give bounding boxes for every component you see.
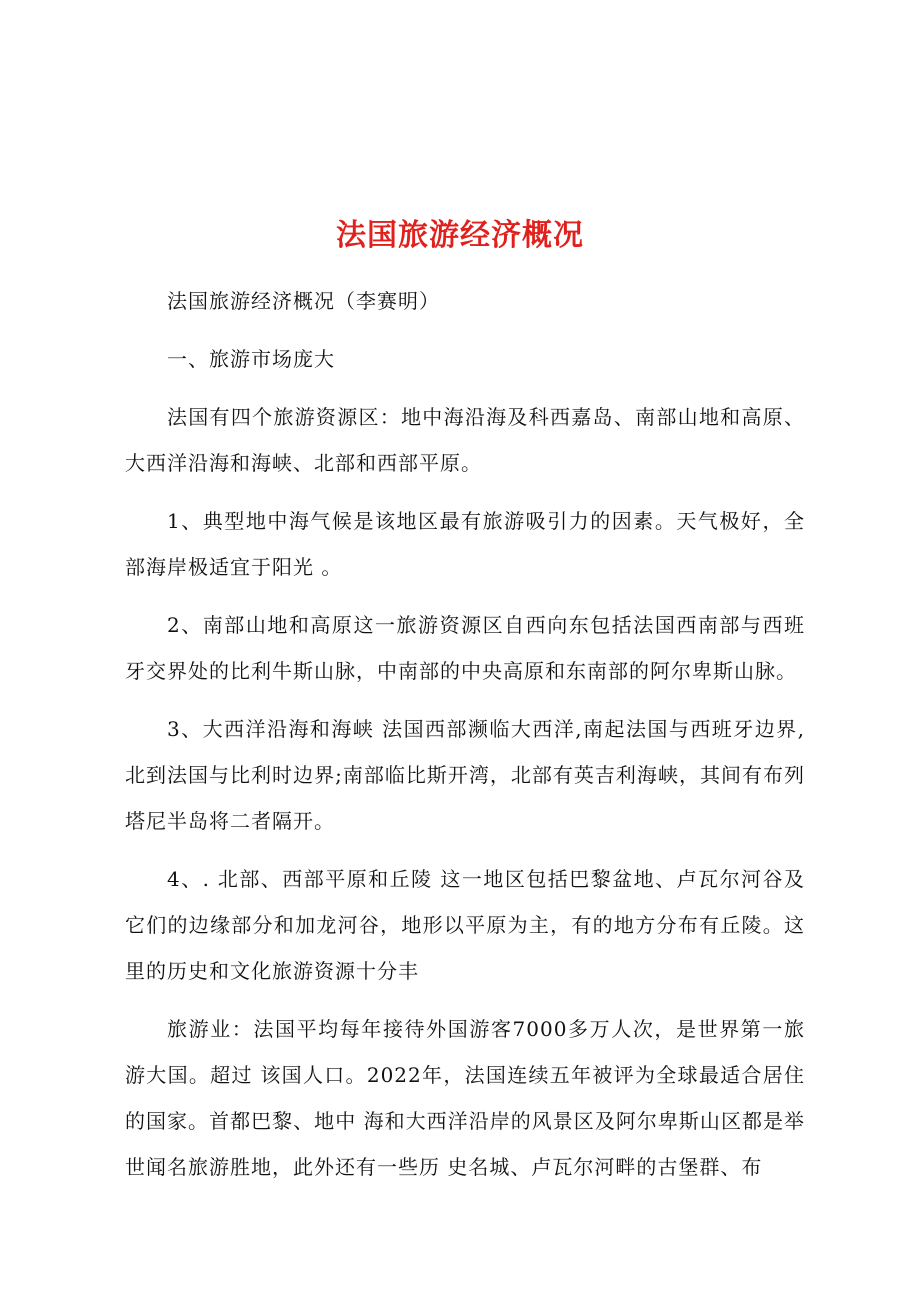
- paragraph: 4、. 北部、西部平原和丘陵 这一地区包括巴黎盆地、卢瓦尔河谷及它们的边缘部分和加龙河谷，地形以平原为主，有的地方分布有丘陵。这里的历史和文化旅游资源十分丰: [125, 867, 805, 983]
- paragraph: 2、南部山地和高原这一旅游资源区自西向东包括法国西南部与西班牙交界处的比利牛斯山脉，中南部的中央高原和东南部的阿尔卑斯山脉。: [125, 613, 805, 683]
- paragraph-subtitle: 法国旅游经济概况（李赛明）: [167, 289, 440, 313]
- paragraph: 3、大西洋沿海和海峡 法国西部濒临大西洋,南起法国与西班牙边界,北到法国与比利时边界;南部临比斯开湾，北部有英吉利海峡，其间有布列塔尼半岛将二者隔开。: [125, 717, 805, 833]
- paragraph: 法国有四个旅游资源区：地中海沿海及科西嘉岛、南部山地和高原、大西洋沿海和海峡、北部和西部平原。: [125, 405, 805, 475]
- document-title: 法国旅游经济概况: [336, 218, 584, 254]
- paragraph-section-heading: 一、旅游市场庞大: [167, 347, 335, 371]
- document-body: [125, 278, 805, 1202]
- paragraph: 1、典型地中海气候是该地区最有旅游吸引力的因素。天气极好，全部海岸极适宜于阳光 。: [125, 509, 805, 579]
- paragraph: 旅游业：法国平均每年接待外国游客7000多万人次，是世界第一旅游大国。超过 该国人口。2022年，法国连续五年被评为全球最适合居住的国家。首都巴黎、地中 海和大西洋沿岸的风景区及阿尔卑斯山区都是举世闻名旅游胜地，此外还有一些历 史名城、卢瓦尔河畔的古堡群、布: [125, 1017, 805, 1179]
